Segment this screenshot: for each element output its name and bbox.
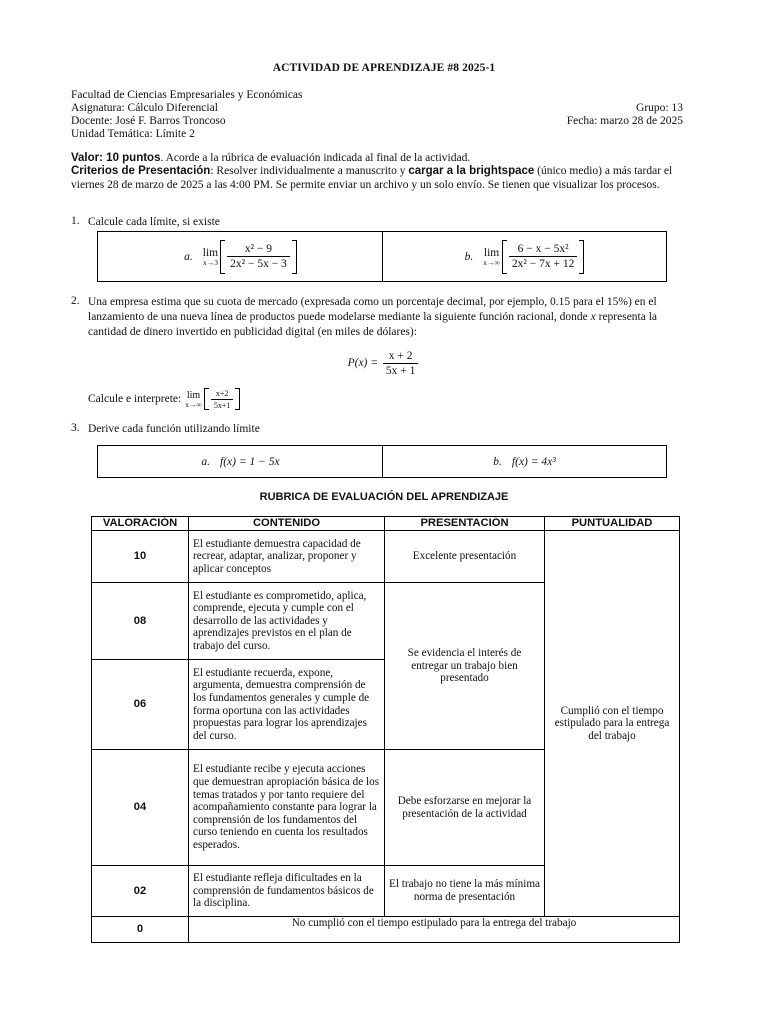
valor-cell: 10 [92, 531, 189, 583]
q3-number: 3. [71, 422, 80, 434]
q2-interpret-text: Calcule e interprete: [88, 393, 182, 405]
puntualidad-cell: Cumplió con el tiempo estipulado para la entrega del trabajo [545, 531, 680, 917]
valor-paragraph: Valor: 10 puntos. Acorde a la rúbrica de evaluación indicada al final de la actividad. [71, 152, 471, 164]
q2-lim-sub: x→∞ [185, 400, 202, 409]
q1-b-numerator: 6 − x − 5x² [517, 243, 569, 255]
left-bracket-icon [204, 388, 209, 410]
q3-part-b [383, 446, 666, 477]
q1-part-b [383, 232, 666, 281]
q1-part-a [98, 232, 383, 281]
q3-text: Derive cada función utilizando límite [88, 423, 260, 435]
contenido-cell: El estudiante recibe y ejecuta acciones que demuestran apropiación básica de los temas tratados y por tanto requiere del acompañamiento constante para lograr la comprensión de los fundamentos del curso teniendo en cuenta los resultados esperados. [189, 750, 385, 866]
q2-lim-word: lim [186, 390, 201, 401]
header-valoracion: VALORACIÓN [92, 517, 189, 531]
subject-line [71, 102, 683, 115]
faculty-text: Facultad de Ciencias Empresariales y Económicas [71, 89, 303, 101]
q1-a-label: a. [184, 250, 193, 263]
faculty-line [71, 89, 683, 102]
rubric-title: RUBRICA DE EVALUACIÓN DEL APRENDIZAJE [259, 491, 509, 503]
q3-b-label: b. [493, 455, 502, 468]
q2-lim [185, 390, 202, 408]
presentacion-cell: Debe esforzarse en mejorar la presentación de la actividad [385, 750, 545, 866]
teacher-text: Docente: José F. Barros Troncoso [71, 115, 226, 127]
q2-lim-denominator: 5x+1 [211, 399, 234, 410]
teacher-line [71, 115, 683, 128]
criterios-paragraph: Criterios de Presentación: Resolver individualmente a manuscrito y cargar a la brightspace (único medio) a más tardar el viernes 28 de marzo de 2025 a las 4:00 PM. Se permite enviar un archivo y un solo envío. Se tienen que visualizar los procesos. [71, 165, 673, 191]
table-row [92, 917, 680, 943]
q2-number: 2. [71, 295, 80, 307]
q2-text-before: Una empresa estima que su cuota de mercado (expresada como un porcentaje decimal, por ejemplo, 0.15 para el 15%) en el lanzamiento de una nueva línea de productos puede modelarse mediante la siguiente función racional, donde [88, 296, 657, 324]
header-contenido: CONTENIDO [189, 517, 385, 531]
valor-cell: 02 [92, 866, 189, 917]
right-bracket-icon [579, 240, 584, 274]
header-presentacion: PRESENTACIÓN [385, 517, 545, 531]
unit-line [71, 128, 683, 141]
rubric-header-row [92, 517, 680, 531]
left-bracket-icon [502, 240, 507, 274]
q1-b-label: b. [464, 250, 474, 263]
q1-b-denominator: 2x² − 7x + 12 [509, 256, 577, 270]
criterios-text-2: (único medio) a más tardar el viernes 28 de marzo de 2025 a las 4:00 PM. Se permite enviar un archivo y un solo envío. Se tienen que visualizar los procesos. [71, 165, 673, 191]
q3-part-a [98, 446, 383, 477]
left-bracket-icon [220, 240, 225, 274]
no-entrega-cell: No cumplió con el tiempo estipulado para la entrega del trabajo [189, 917, 680, 943]
group-text: Grupo: 13 [636, 102, 683, 114]
q1-b-lim: lim x→∞ [483, 247, 500, 267]
q2-interpret-line [88, 388, 240, 410]
q3-a-function: f(x) = 1 − 5x [220, 455, 280, 468]
q1-number: 1. [71, 215, 80, 227]
valor-label: Valor [71, 152, 100, 164]
q2-text [88, 295, 698, 341]
criterios-label: Criterios de Presentación [71, 165, 211, 177]
contenido-cell: El estudiante es comprometido, aplica, comprende, ejecuta y cumple con el desarrollo de las actividades y aprendizajes previstos en el plan de trabajo del curso. [189, 583, 385, 660]
document-title: ACTIVIDAD DE APRENDIZAJE #8 2025-1 [272, 62, 496, 74]
q1-b-lim-sub: x→∞ [483, 258, 500, 267]
subject-text: Asignatura: Cálculo Diferencial [71, 102, 218, 114]
criterios-text-1: Resolver individualmente a manuscrito y [216, 165, 409, 177]
valor-text: Acorde a la rúbrica de evaluación indicada al final de la actividad. [165, 152, 471, 164]
header-puntualidad: PUNTUALIDAD [545, 517, 680, 531]
table-row [92, 531, 680, 583]
q3-a-label: a. [201, 455, 211, 468]
q1-a-numerator: x² − 9 [244, 243, 273, 255]
q2-function-denominator: 5x + 1 [383, 363, 419, 377]
valor-cell: 04 [92, 750, 189, 866]
q1-a-denominator: 2x² − 5x − 3 [227, 256, 290, 270]
valor-cell: 06 [92, 660, 189, 750]
presentacion-cell: El trabajo no tiene la más mínima norma de presentación [385, 866, 545, 917]
q2-text-after: representa la cantidad de dinero invertido en publicidad digital (en miles de dólares): [88, 311, 658, 339]
valor-points: 10 puntos [106, 152, 161, 164]
right-bracket-icon [235, 388, 240, 410]
right-bracket-icon [292, 240, 297, 274]
presentacion-cell: Se evidencia el interés de entregar un trabajo bien presentado [385, 583, 545, 750]
q2-function [0, 350, 768, 377]
q2-function-numerator: x + 2 [388, 350, 413, 362]
unit-text: Unidad Temática: Límite 2 [71, 128, 195, 140]
q3-b-function: f(x) = 4x³ [511, 455, 556, 468]
contenido-cell: El estudiante recuerda, expone, argumenta, demuestra comprensión de los fundamentos generales y cumple de forma oportuna con las actividades propuestas para lograr los aprendizajes del curso. [189, 660, 385, 750]
q1-a-lim-sub: x→3 [202, 258, 218, 267]
q1-a-lim: lim x→3 [202, 247, 219, 267]
rubric-table [91, 516, 680, 943]
valor-cell: 0 [92, 917, 189, 943]
criterios-bold: cargar a la brightspace [408, 165, 535, 177]
valor-cell: 08 [92, 583, 189, 660]
date-text: Fecha: marzo 28 de 2025 [566, 115, 683, 127]
q1-box [97, 231, 667, 282]
presentacion-cell: Excelente presentación [385, 531, 545, 583]
contenido-cell: El estudiante refleja dificultades en la comprensión de fundamentos básicos de la disciplina. [189, 866, 385, 917]
q2-variable: x [590, 311, 596, 324]
q2-function-lhs: P(x) = [347, 357, 379, 370]
q2-lim-numerator: x+2 [215, 388, 229, 398]
q3-box [97, 445, 667, 478]
q1-text: Calcule cada límite, si existe [88, 216, 220, 228]
contenido-cell: El estudiante demuestra capacidad de recrear, adaptar, analizar, proponer y aplicar conceptos [189, 531, 385, 583]
